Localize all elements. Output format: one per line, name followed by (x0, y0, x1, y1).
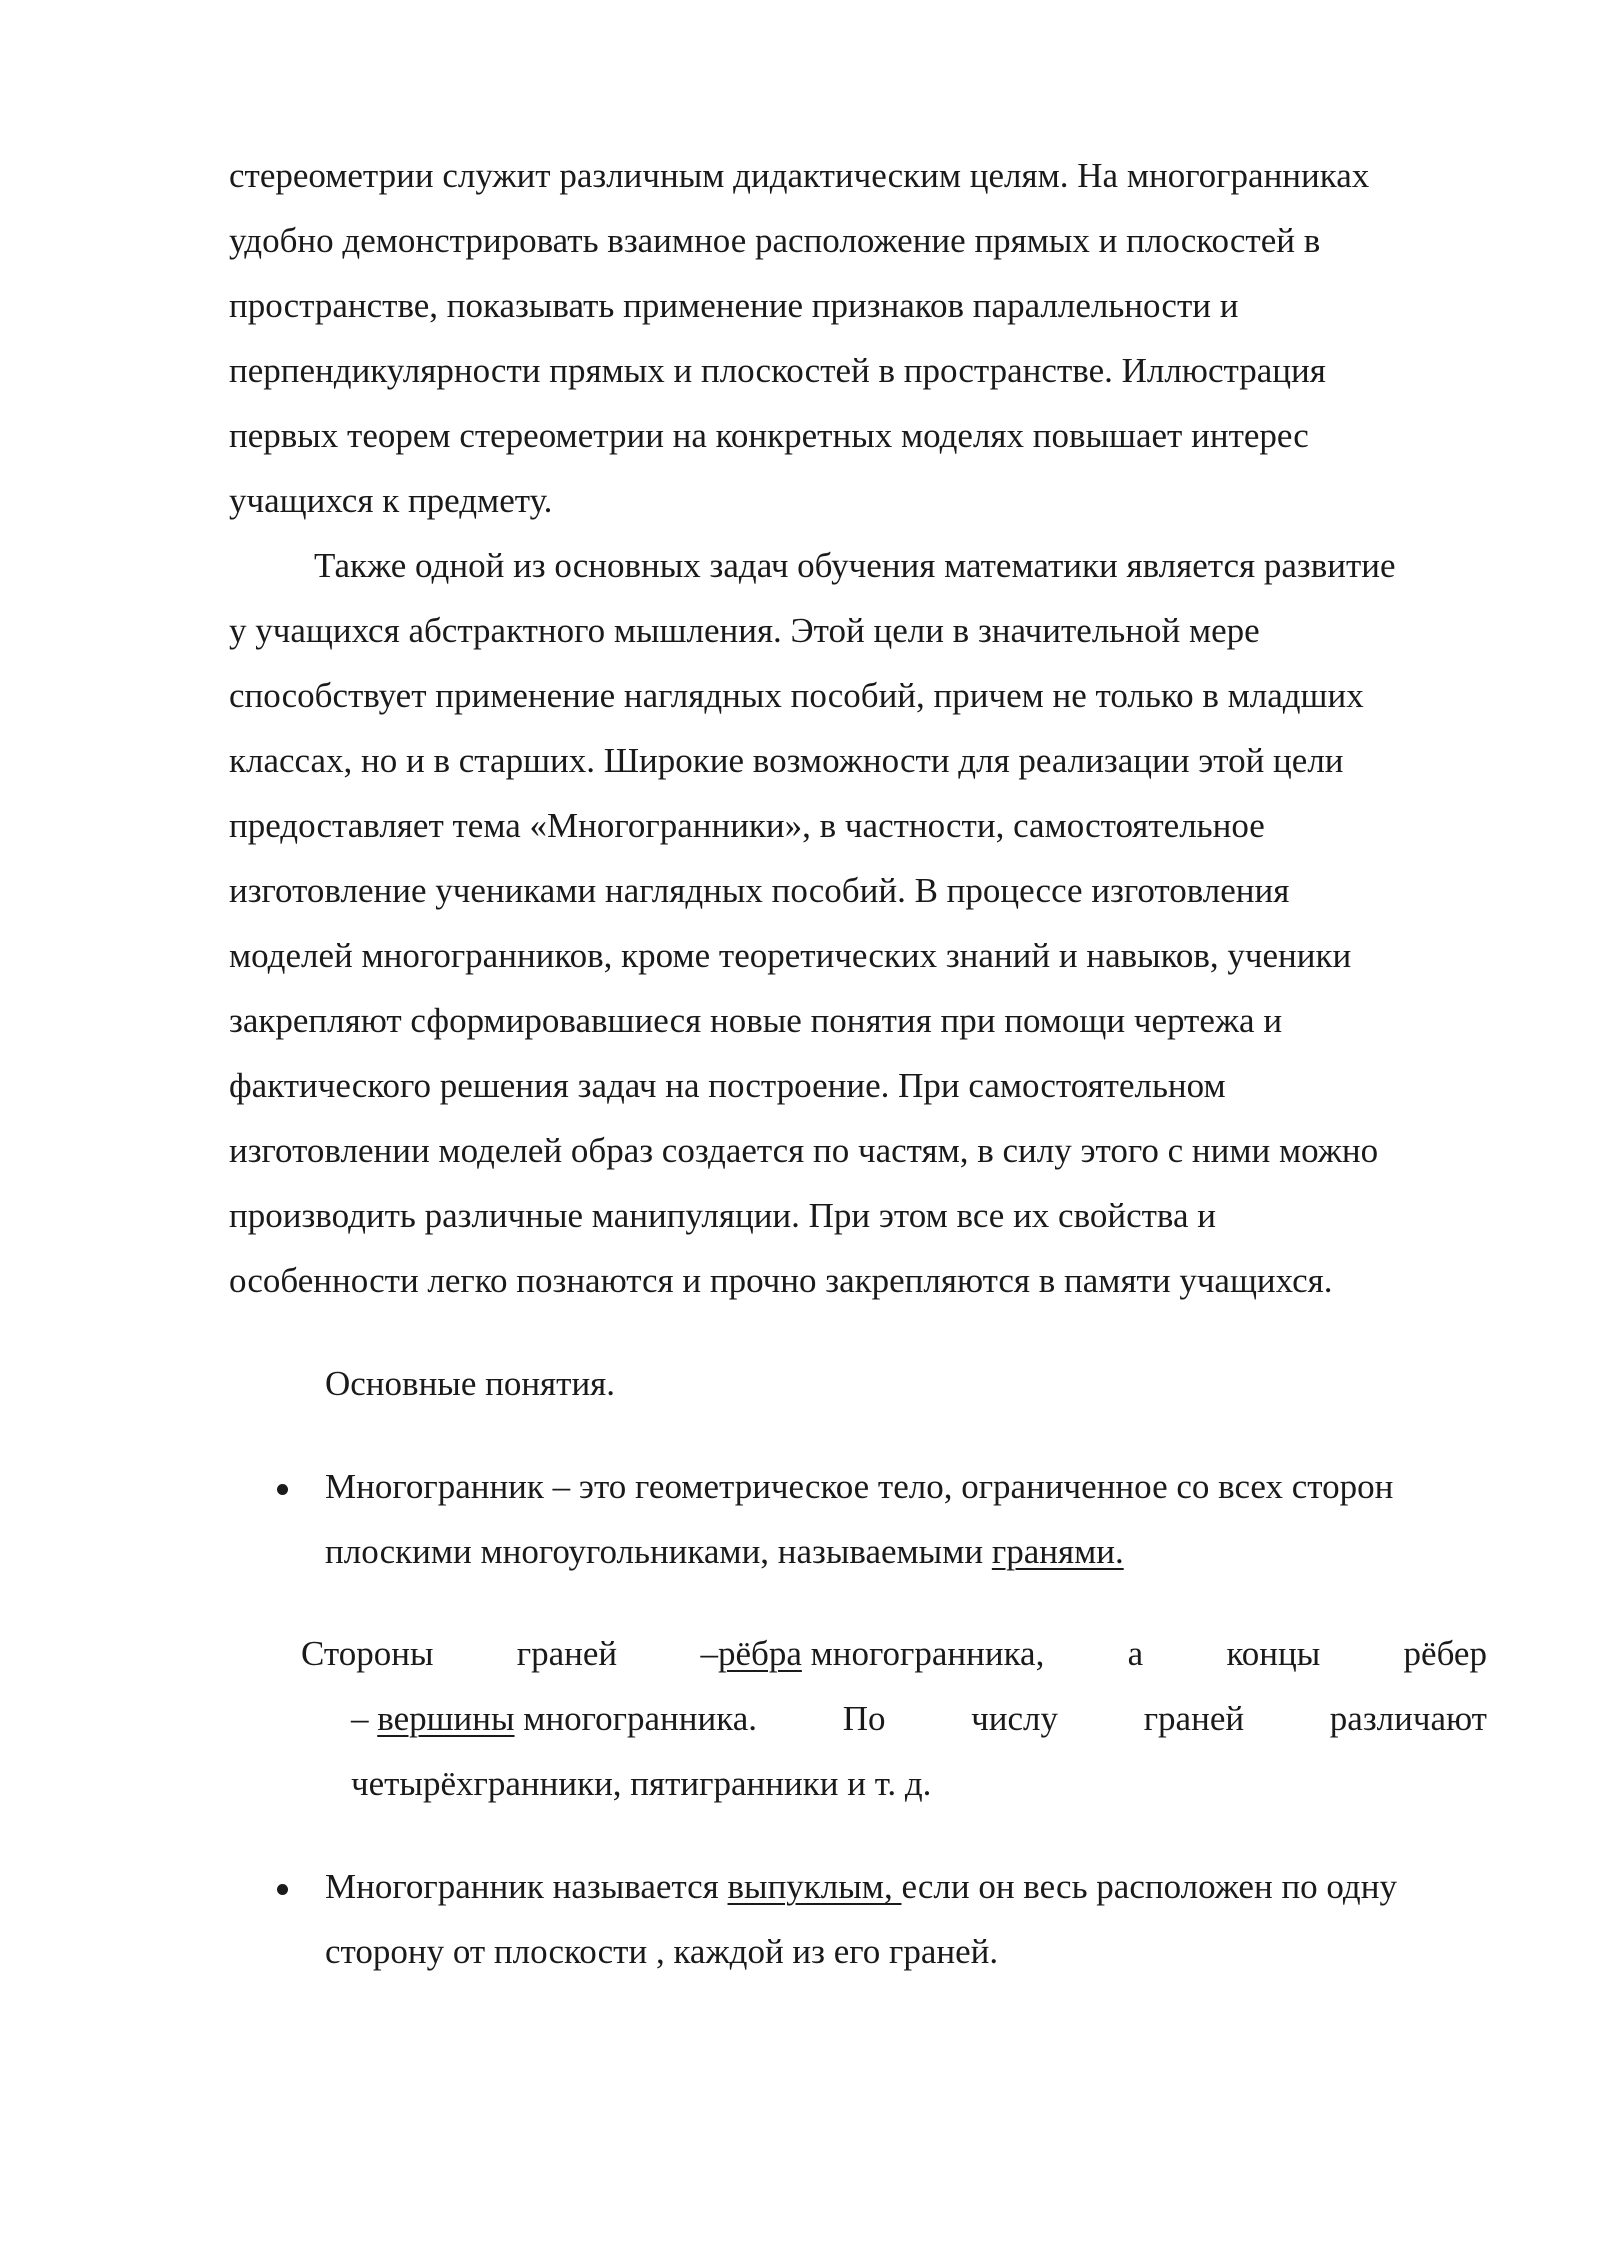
paragraph-line: способствует применение наглядных пособий, причем не только в младших (229, 676, 1364, 715)
paragraph-line: классах, но и в старших. Широкие возможности для реализации этой цели (229, 741, 1344, 780)
list-item-text: плоскими многоугольниками, называемыми (325, 1532, 992, 1571)
word: граней (1143, 1699, 1245, 1738)
word: а (1127, 1634, 1144, 1673)
paragraph-line: перпендикулярности прямых и плоскостей в пространстве. Иллюстрация (229, 351, 1326, 390)
list-item-text: Многогранник называется (325, 1867, 728, 1906)
justified-line (301, 1632, 1487, 1676)
word: Стороны (301, 1634, 434, 1673)
paragraph-line: пространстве, показывать применение признаков параллельности и (229, 286, 1239, 325)
list-item-line: сторону от плоскости , каждой из его граней. (325, 1932, 999, 1971)
term-vertices: вершины (377, 1699, 515, 1738)
term-convex: выпуклым, (727, 1867, 902, 1906)
paragraph-line: фактического решения задач на построение. При самостоятельном (229, 1066, 1226, 1105)
paragraph-line: стереометрии служит различным дидактическим целям. На многогранниках (229, 156, 1370, 195)
term-faces: гранями. (991, 1532, 1124, 1571)
word: различают (1329, 1699, 1487, 1738)
word-group (700, 1632, 1044, 1676)
paragraph-line: изготовление учениками наглядных пособий. В процессе изготовления (229, 871, 1290, 910)
word: рёбер (1403, 1634, 1487, 1673)
list-item-line (325, 1530, 1124, 1574)
bullet-icon (277, 1884, 288, 1895)
paragraph-line: особенности легко познаются и прочно закрепляются в памяти учащихся. (229, 1261, 1333, 1300)
list-item-line: Многогранник – это геометрическое тело, ограниченное со всех сторон (325, 1467, 1394, 1506)
section-heading: Основные понятия. (325, 1364, 616, 1403)
word: многогранника, (801, 1634, 1045, 1673)
paragraph-line: Также одной из основных задач обучения математики является развитие (314, 546, 1396, 585)
paragraph-line: предоставляет тема «Многогранники», в частности, самостоятельное (229, 806, 1265, 845)
word: числу (971, 1699, 1059, 1738)
paragraph-line: закрепляют сформировавшиеся новые понятия при помощи чертежа и (229, 1001, 1283, 1040)
paragraph-line: у учащихся абстрактного мышления. Этой цели в значительной мере (229, 611, 1260, 650)
paragraph-line: четырёхгранники, пятигранники и т. д. (351, 1764, 932, 1803)
word-group (351, 1697, 757, 1741)
list-item-text: если он весь расположен по одну (901, 1867, 1397, 1906)
paragraph-line: изготовлении моделей образ создается по частям, в силу этого с ними можно (229, 1131, 1379, 1170)
term-edges: рёбра (717, 1634, 802, 1673)
word: граней (516, 1634, 618, 1673)
bullet-icon (277, 1484, 288, 1495)
justified-line (351, 1697, 1487, 1741)
paragraph-line: учащихся к предмету. (229, 481, 553, 520)
paragraph-line: производить различные манипуляции. При этом все их свойства и (229, 1196, 1217, 1235)
paragraph-line: моделей многогранников, кроме теоретических знаний и навыков, ученики (229, 936, 1352, 975)
word: концы (1226, 1634, 1321, 1673)
paragraph-line: удобно демонстрировать взаимное расположение прямых и плоскостей в (229, 221, 1321, 260)
word: многогранника. (514, 1699, 758, 1738)
paragraph-line: первых теорем стереометрии на конкретных моделях повышает интерес (229, 416, 1309, 455)
dash: – (700, 1634, 718, 1673)
dash: – (351, 1699, 378, 1738)
word: По (842, 1699, 886, 1738)
list-item-line (325, 1865, 1397, 1909)
